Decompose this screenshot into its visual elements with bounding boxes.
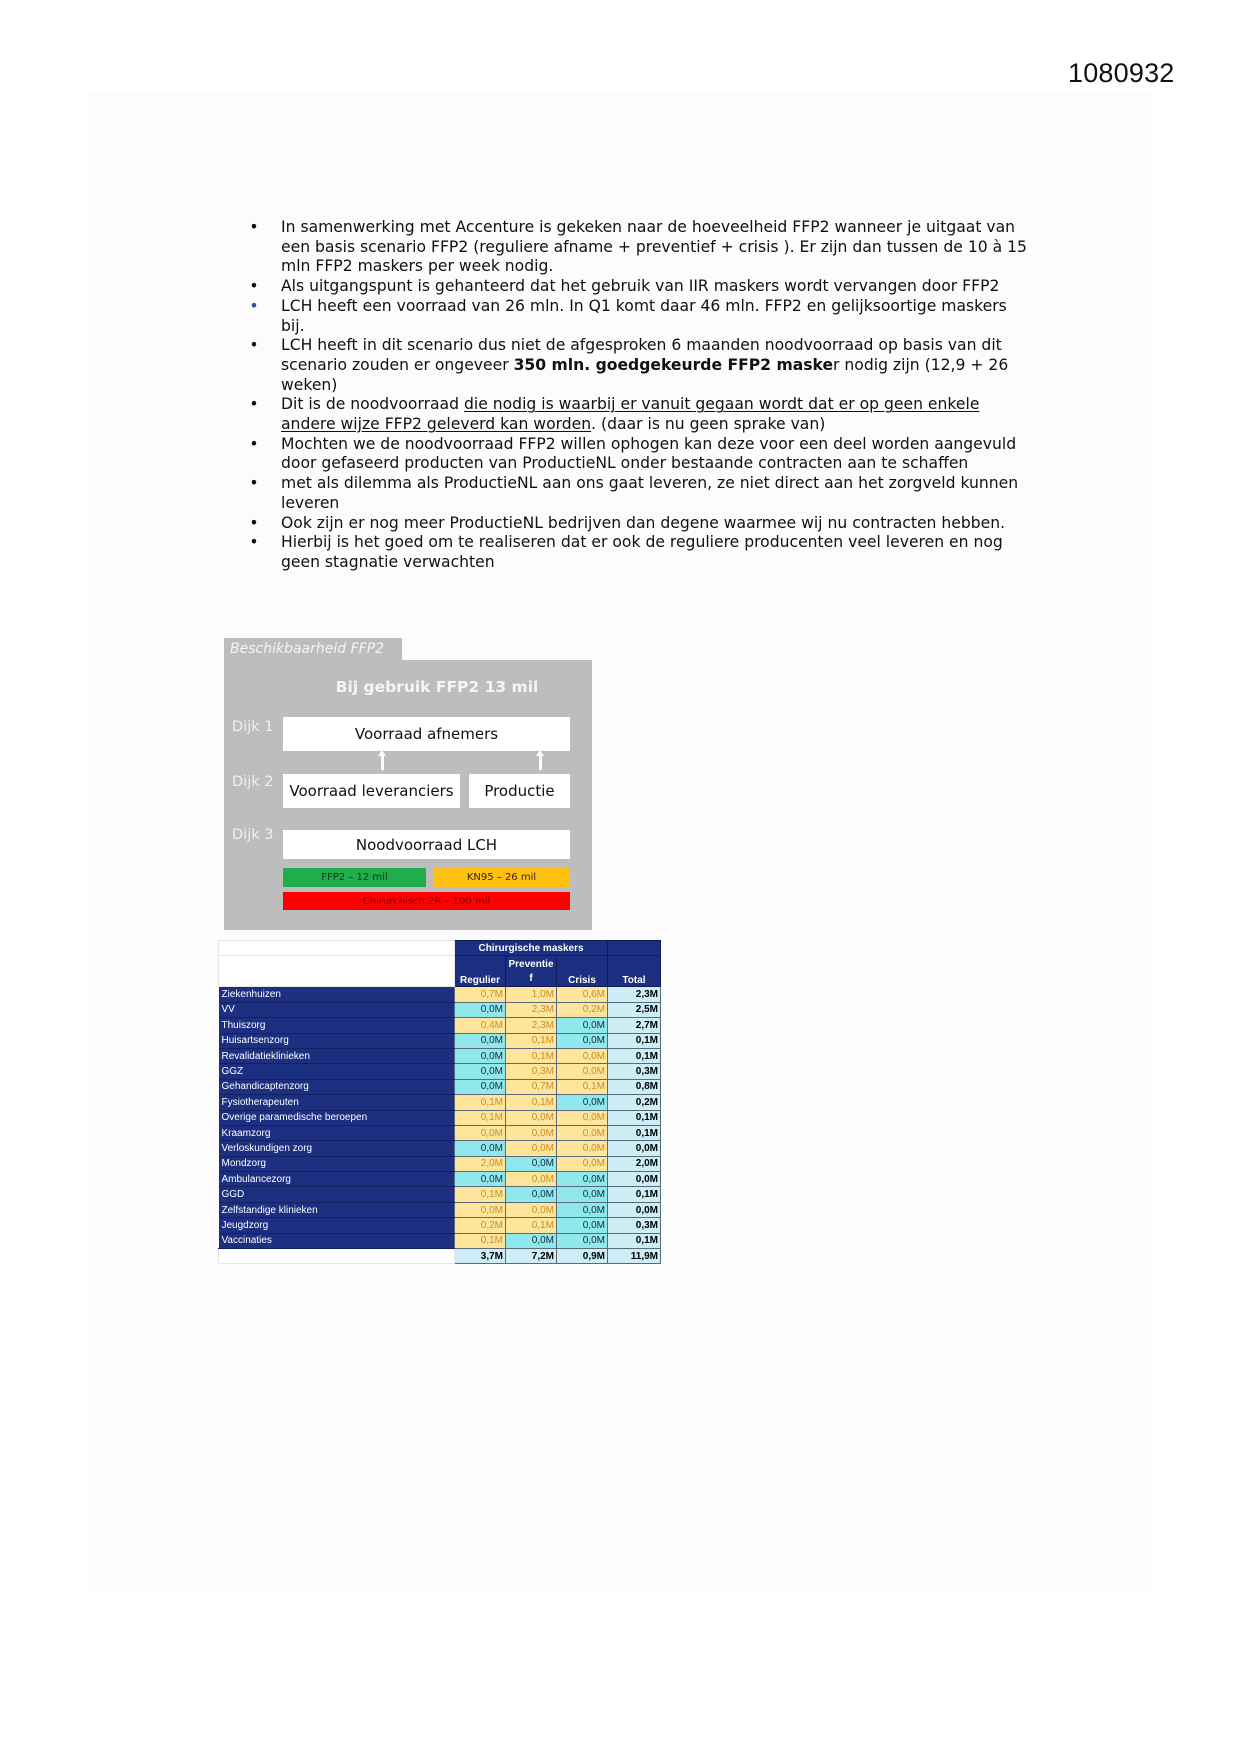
col-header-crisis: Crisis (557, 956, 608, 987)
bullet-text: Mochten we de noodvoorraad FFP2 willen ophogen kan deze voor een deel worden aangevuld door gefaseerd producten van ProductieNL onder bestaande contracten aan te schaffen (281, 434, 1017, 473)
row-label: Kraamzorg (219, 1125, 455, 1140)
box-voorraad-afnemers: Voorraad afnemers (283, 717, 570, 751)
row-total: 2,3M (608, 987, 661, 1002)
table-cell: 0,3M (506, 1064, 557, 1079)
bullet-item (248, 277, 1028, 297)
table-cell: 0,0M (557, 1048, 608, 1063)
table-row (219, 1187, 661, 1202)
row-total: 2,5M (608, 1002, 661, 1017)
row-label: Mondzorg (219, 1156, 455, 1171)
table-cell: 0,1M (455, 1187, 506, 1202)
group-header: Chirurgische maskers (455, 941, 608, 956)
row-label: GGZ (219, 1064, 455, 1079)
table-cell: 1,0M (506, 987, 557, 1002)
table-cell: 0,0M (455, 1048, 506, 1063)
table-row (219, 1048, 661, 1063)
table-row (219, 1002, 661, 1017)
bullet-item (248, 297, 1028, 336)
col-header-preventief: Preventie f (506, 956, 557, 987)
bullet-text: LCH heeft een voorraad van 26 mln. In Q1 komt daar 46 mln. FFP2 en gelijksoortige maskers bij. (281, 296, 1007, 335)
table-row (219, 1095, 661, 1110)
table-row (219, 1064, 661, 1079)
table-row (219, 1110, 661, 1125)
table-cell: 0,0M (557, 1156, 608, 1171)
table-cell: 0,0M (506, 1187, 557, 1202)
row-label: GGD (219, 1187, 455, 1202)
table-cell: 0,1M (506, 1033, 557, 1048)
table-cell: 0,0M (506, 1233, 557, 1248)
table-cell: 0,1M (506, 1048, 557, 1063)
table-cell: 0,0M (557, 1033, 608, 1048)
table-row (219, 1233, 661, 1248)
bullet-icon: • (249, 277, 259, 296)
table-cell: 0,0M (455, 1033, 506, 1048)
arrow-up-icon (539, 755, 542, 770)
bar-chirurgisch: Chirurchisch 2R – 100 mil (283, 892, 570, 910)
table-cell: 0,7M (506, 1079, 557, 1094)
bullet-item (248, 533, 1028, 572)
table-cell: 0,1M (506, 1218, 557, 1233)
table-cell: 0,0M (557, 1172, 608, 1187)
table-cell: 0,1M (455, 1110, 506, 1125)
bullet-text: Hierbij is het goed om te realiseren dat er ook de reguliere producenten veel leveren en nog geen stagnatie verwachten (281, 533, 1003, 571)
table-cell: 0,0M (455, 1141, 506, 1156)
table-cell: 0,0M (506, 1141, 557, 1156)
table-row (219, 987, 661, 1002)
row-total: 0,1M (608, 1125, 661, 1140)
table-row (219, 1079, 661, 1094)
table-cell: 0,0M (455, 1125, 506, 1140)
col-header-total: Total (608, 956, 661, 987)
table-cell: 0,6M (557, 987, 608, 1002)
row-total: 0,2M (608, 1095, 661, 1110)
table-row (219, 1202, 661, 1217)
table-cell: 0,0M (506, 1172, 557, 1187)
row-total: 0,1M (608, 1187, 661, 1202)
table-row (219, 1156, 661, 1171)
table-cell: 0,0M (557, 1064, 608, 1079)
row-total: 0,1M (608, 1048, 661, 1063)
row-label: Thuiszorg (219, 1018, 455, 1033)
dijk-3-label: Dijk 3 (232, 827, 274, 843)
table-cell: 2,3M (506, 1002, 557, 1017)
row-label: Verloskundigen zorg (219, 1141, 455, 1156)
bullet-text: r nodig zijn (12,9 + 26 weken) (281, 355, 1009, 394)
table-row (219, 1172, 661, 1187)
table-cell: 0,0M (557, 1095, 608, 1110)
table-cell: 0,1M (455, 1233, 506, 1248)
table-cell: 0,0M (557, 1141, 608, 1156)
bullet-text: Ook zijn er nog meer ProductieNL bedrijven dan degene waarmee wij nu contracten hebben. (281, 513, 1006, 532)
bar-kn95: KN95 – 26 mil (433, 868, 570, 887)
table-cell: 0,4M (455, 1018, 506, 1033)
bullet-icon: • (249, 336, 259, 355)
totals-row (219, 1249, 661, 1264)
table-row (219, 1218, 661, 1233)
bullet-icon: • (249, 434, 259, 453)
box-voorraad-leveranciers: Voorraad leveranciers (283, 774, 460, 808)
bullet-icon: • (249, 513, 259, 532)
bullet-item (248, 218, 1028, 277)
bullet-icon: • (249, 533, 259, 552)
row-label: Vaccinaties (219, 1233, 455, 1248)
document-id: 1080932 (1068, 58, 1175, 88)
column-total: 0,9M (557, 1249, 608, 1264)
row-total: 0,8M (608, 1079, 661, 1094)
diagram-title: Bij gebruik FFP2 13 mil (335, 678, 539, 696)
table-cell: 2,0M (455, 1156, 506, 1171)
bullet-item (248, 474, 1028, 513)
table-cell: 0,0M (557, 1233, 608, 1248)
box-productie: Productie (469, 774, 570, 808)
bar-ffp2: FFP2 – 12 mil (283, 868, 426, 887)
table-cell: 0,0M (455, 1172, 506, 1187)
table-cell: 0,7M (455, 987, 506, 1002)
availability-diagram (224, 660, 592, 930)
table-row (219, 1018, 661, 1033)
row-total: 0,0M (608, 1202, 661, 1217)
table-row (219, 1033, 661, 1048)
bullet-icon: • (249, 218, 259, 236)
column-total: 11,9M (608, 1249, 661, 1264)
row-label: Ziekenhuizen (219, 987, 455, 1002)
column-total: 3,7M (455, 1249, 506, 1264)
bullet-item (248, 514, 1028, 534)
row-total: 0,0M (608, 1141, 661, 1156)
row-label: Gehandicaptenzorg (219, 1079, 455, 1094)
table-cell: 0,1M (455, 1095, 506, 1110)
bullet-icon: • (249, 296, 259, 315)
table-cell: 0,0M (557, 1110, 608, 1125)
row-label: Overige paramedische beroepen (219, 1110, 455, 1125)
bullet-text: In samenwerking met Accenture is gekeken naar de hoeveelheid FFP2 wanneer je uitgaat van een basis scenario FFP2 (reguliere afname + preventief + crisis ). Er zijn dan tussen de 10 à 15 mln FFP2 maskers per week nodig. (281, 218, 1027, 276)
table-cell: 0,0M (506, 1202, 557, 1217)
row-label: Fysiotherapeuten (219, 1095, 455, 1110)
bullet-text: met als dilemma als ProductieNL aan ons gaat leveren, ze niet direct aan het zorgveld kunnen leveren (281, 474, 1019, 512)
table-cell: 0,1M (557, 1079, 608, 1094)
row-total: 0,1M (608, 1110, 661, 1125)
table-cell: 2,3M (506, 1018, 557, 1033)
col-header-regulier: Regulier (455, 956, 506, 987)
table-cell: 0,0M (557, 1202, 608, 1217)
table-cell: 0,0M (455, 1002, 506, 1017)
row-label: Jeugdzorg (219, 1218, 455, 1233)
table-cell: 0,0M (557, 1218, 608, 1233)
dijk-1-label: Dijk 1 (232, 719, 274, 735)
arrow-up-icon (381, 755, 384, 770)
row-total: 0,0M (608, 1172, 661, 1187)
table-cell: 0,0M (506, 1110, 557, 1125)
bullet-item (248, 435, 1028, 474)
row-label: Revalidatieklinieken (219, 1048, 455, 1063)
row-label: Huisartsenzorg (219, 1033, 455, 1048)
row-total: 0,3M (608, 1218, 661, 1233)
bullet-icon: • (249, 474, 259, 493)
row-total: 2,0M (608, 1156, 661, 1171)
bullet-icon: • (249, 395, 259, 414)
table-cell: 0,1M (506, 1095, 557, 1110)
bullet-list (248, 218, 1028, 573)
row-total: 0,1M (608, 1233, 661, 1248)
bullet-text: 350 mln. goedgekeurde FFP2 maske (513, 355, 834, 374)
table-cell: 0,2M (455, 1218, 506, 1233)
table-cell: 0,0M (506, 1125, 557, 1140)
bullet-text: Dit is de noodvoorraad (281, 395, 464, 414)
table-cell: 0,0M (455, 1064, 506, 1079)
dijk-2-label: Dijk 2 (232, 774, 274, 790)
table-row (219, 1141, 661, 1156)
box-noodvoorraad-lch: Noodvoorraad LCH (283, 830, 570, 859)
row-label: Ambulancezorg (219, 1172, 455, 1187)
bullet-text: Als uitgangspunt is gehanteerd dat het gebruik van IIR maskers wordt vervangen door FFP2 (281, 277, 1000, 296)
row-label: VV (219, 1002, 455, 1017)
row-label: Zelfstandige klinieken (219, 1202, 455, 1217)
row-total: 2,7M (608, 1018, 661, 1033)
table-row (219, 1125, 661, 1140)
table-cell: 0,2M (557, 1002, 608, 1017)
table-cell: 0,0M (455, 1202, 506, 1217)
table-cell: 0,0M (557, 1125, 608, 1140)
diagram-tab-label: Beschikbaarheid FFP2 (224, 638, 402, 660)
table-cell: 0,0M (557, 1187, 608, 1202)
bullet-text: LCH heeft in dit scenario dus niet de afgesproken 6 maanden noodvoorraad op basis van dit scenario zouden er ongeveer (281, 336, 1002, 374)
table-cell: 0,0M (455, 1079, 506, 1094)
bullet-item (248, 395, 1028, 434)
bullet-text: . (daar is nu geen sprake van) (591, 415, 826, 434)
bullet-text: die nodig is waarbij er vanuit gegaan wordt dat er op geen enkele andere wijze FFP2 geleverd kan worden (281, 395, 980, 434)
row-total: 0,1M (608, 1033, 661, 1048)
mask-table (218, 940, 661, 1264)
row-total: 0,3M (608, 1064, 661, 1079)
table-cell: 0,0M (506, 1156, 557, 1171)
table-cell: 0,0M (557, 1018, 608, 1033)
bullet-item (248, 336, 1028, 395)
column-total: 7,2M (506, 1249, 557, 1264)
